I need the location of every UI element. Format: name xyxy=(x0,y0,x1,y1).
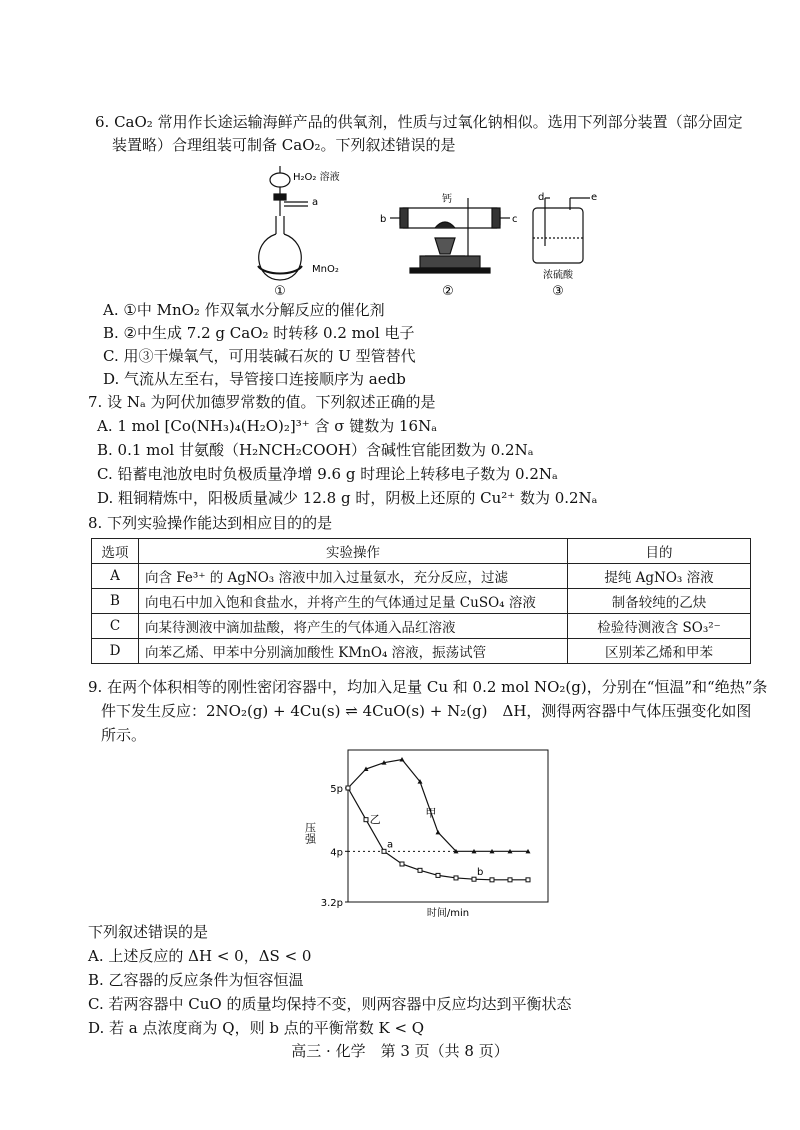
q7-option-c: C. 铅蓄电池放电时负极质量净增 9.6 g 时理论上转移电子数为 0.2Nₐ xyxy=(97,465,558,483)
chart-point-yi xyxy=(472,877,476,881)
chart-point-yi xyxy=(400,862,404,866)
table-row xyxy=(92,589,751,614)
chart-plot-frame xyxy=(348,750,548,902)
q8-row-operation: 向苯乙烯、甲苯中分别滴加酸性 KMnO₄ 溶液，振荡试管 xyxy=(139,639,568,664)
q8-row-operation: 向某待测液中滴加盐酸，将产生的气体通入品红溶液 xyxy=(139,614,568,639)
q9-option-a: A. 上述反应的 ΔH < 0，ΔS < 0 xyxy=(88,947,312,965)
chart-point-yi xyxy=(490,878,494,882)
chart-point-yi xyxy=(418,868,422,872)
q8-row-option: A xyxy=(92,564,139,589)
q7-option-b: B. 0.1 mol 甘氨酸（H₂NCH₂COOH）含碱性官能团数为 0.2Nₐ xyxy=(97,441,534,459)
q8-row-option: D xyxy=(92,639,139,664)
q6-option-b: B. ②中生成 7.2 g CaO₂ 时转移 0.2 mol 电子 xyxy=(103,324,415,342)
q8-header-option: 选项 xyxy=(92,539,139,564)
apparatus-d-label: d xyxy=(538,192,545,203)
table-row xyxy=(92,639,751,664)
apparatus-num-1: ① xyxy=(274,284,286,298)
q8-header-operation: 实验操作 xyxy=(139,539,568,564)
page-footer: 高三 · 化学 第 3 页（共 8 页） xyxy=(291,1042,509,1060)
q8-row-goal: 提纯 AgNO₃ 溶液 xyxy=(568,564,751,589)
apparatus-calcium-label: 钙 xyxy=(442,194,452,205)
q8-table xyxy=(91,538,751,664)
chart-series-label-jia: 甲 xyxy=(425,806,437,820)
q8-row-operation: 向电石中加入饱和食盐水，并将产生的气体通过足量 CuSO₄ 溶液 xyxy=(139,589,568,614)
apparatus-mno2-label: MnO₂ xyxy=(312,264,339,275)
q8-stem: 8. 下列实验操作能达到相应目的的是 xyxy=(88,514,333,532)
chart-point-yi xyxy=(382,849,386,853)
q9-stem-line3: 所示。 xyxy=(101,726,147,744)
apparatus-1-flask xyxy=(258,166,308,280)
q9-option-b: B. 乙容器的反应条件为恒容恒温 xyxy=(88,971,304,989)
chart-point-yi xyxy=(508,878,512,882)
chart-x-axis-label: 时间/min xyxy=(426,908,470,919)
apparatus-b-label: b xyxy=(380,214,387,225)
q7-option-a: A. 1 mol [Co(NH₃)₄(H₂O)₂]³⁺ 含 σ 键数为 16Nₐ xyxy=(97,417,437,435)
chart-point-yi xyxy=(364,818,368,822)
q9-stem-line2: 件下发生反应：2NO₂(g) + 4Cu(s) ⇌ 4CuO(s) + N₂(g) ΔH，测得两容器中气体压强变化如图 xyxy=(101,702,752,720)
chart-y-axis-label: 压强 xyxy=(303,822,317,844)
apparatus-c-label: c xyxy=(512,214,518,225)
q9-stem-line1: 9. 在两个体积相等的刚性密闭容器中，均加入足量 Cu 和 0.2 mol NO₂(g)，分别在“恒温”和“绝热”条 xyxy=(88,678,768,696)
q6-option-a: A. ①中 MnO₂ 作双氧水分解反应的催化剂 xyxy=(103,301,385,319)
q8-row-operation: 向含 Fe³⁺ 的 AgNO₃ 溶液中加入过量氨水，充分反应，过滤 xyxy=(139,564,568,589)
q9-question: 下列叙述错误的是 xyxy=(88,923,209,941)
chart-point-yi xyxy=(454,876,458,880)
apparatus-num-2: ② xyxy=(442,284,454,298)
apparatus-e-label: e xyxy=(591,192,598,203)
q7-stem: 7. 设 Nₐ 为阿伏加德罗常数的值。下列叙述正确的是 xyxy=(88,393,436,411)
chart-point-jia xyxy=(436,830,441,835)
q6-stem-line2: 装置略）合理组装可制备 CaO₂。下列叙述错误的是 xyxy=(112,136,456,154)
q7-option-d: D. 粗铜精炼中，阳极质量减少 12.8 g 时，阴极上还原的 Cu²⁺ 数为 0.2Nₐ xyxy=(97,489,598,507)
q8-table-header xyxy=(92,539,751,564)
chart-annotation-a: a xyxy=(387,839,394,851)
apparatus-2-tube-burner xyxy=(390,198,510,273)
apparatus-h2o2-label: H₂O₂ 溶液 xyxy=(293,172,340,183)
q9-option-c: C. 若两容器中 CuO 的质量均保持不变，则两容器中反应均达到平衡状态 xyxy=(88,995,572,1013)
table-row xyxy=(92,614,751,639)
q8-row-option: B xyxy=(92,589,139,614)
q6-stem-line1: 6. CaO₂ 常用作长途运输海鲜产品的供氧剂，性质与过氧化钠相似。选用下列部分装置（部分固定 xyxy=(95,113,743,131)
chart-series-label-yi: 乙 xyxy=(369,812,381,826)
chart-point-yi xyxy=(436,873,440,877)
chart-y-tick-label: 4p xyxy=(330,847,343,859)
chart-series-line-jia xyxy=(348,760,528,852)
chart-y-tick-label: 3.2p xyxy=(320,898,343,909)
q6-option-c: C. 用③干燥氧气，可用装碱石灰的 U 型管替代 xyxy=(103,347,416,365)
q6-option-d: D. 气流从左至右，导管接口连接顺序为 aedb xyxy=(103,370,406,388)
chart-y-tick-label: 5p xyxy=(330,784,343,795)
apparatus-3-wash-bottle xyxy=(533,198,590,263)
q8-row-option: C xyxy=(92,614,139,639)
apparatus-num-3: ③ xyxy=(552,284,564,298)
q8-row-goal: 检验待测液含 SO₃²⁻ xyxy=(568,614,751,639)
q6-apparatus-figure xyxy=(250,158,610,298)
apparatus-a-label: a xyxy=(312,197,319,208)
chart-annotation-b: b xyxy=(477,867,484,879)
chart-point-yi xyxy=(346,786,350,790)
q8-header-goal: 目的 xyxy=(568,539,751,564)
table-row xyxy=(92,564,751,589)
q9-pressure-chart xyxy=(300,742,560,922)
apparatus-acid-label: 浓硫酸 xyxy=(543,270,573,281)
q8-row-goal: 制备较纯的乙炔 xyxy=(568,589,751,614)
q9-option-d: D. 若 a 点浓度商为 Q，则 b 点的平衡常数 K < Q xyxy=(88,1019,425,1037)
q8-row-goal: 区别苯乙烯和甲苯 xyxy=(568,639,751,664)
chart-point-yi xyxy=(526,878,530,882)
